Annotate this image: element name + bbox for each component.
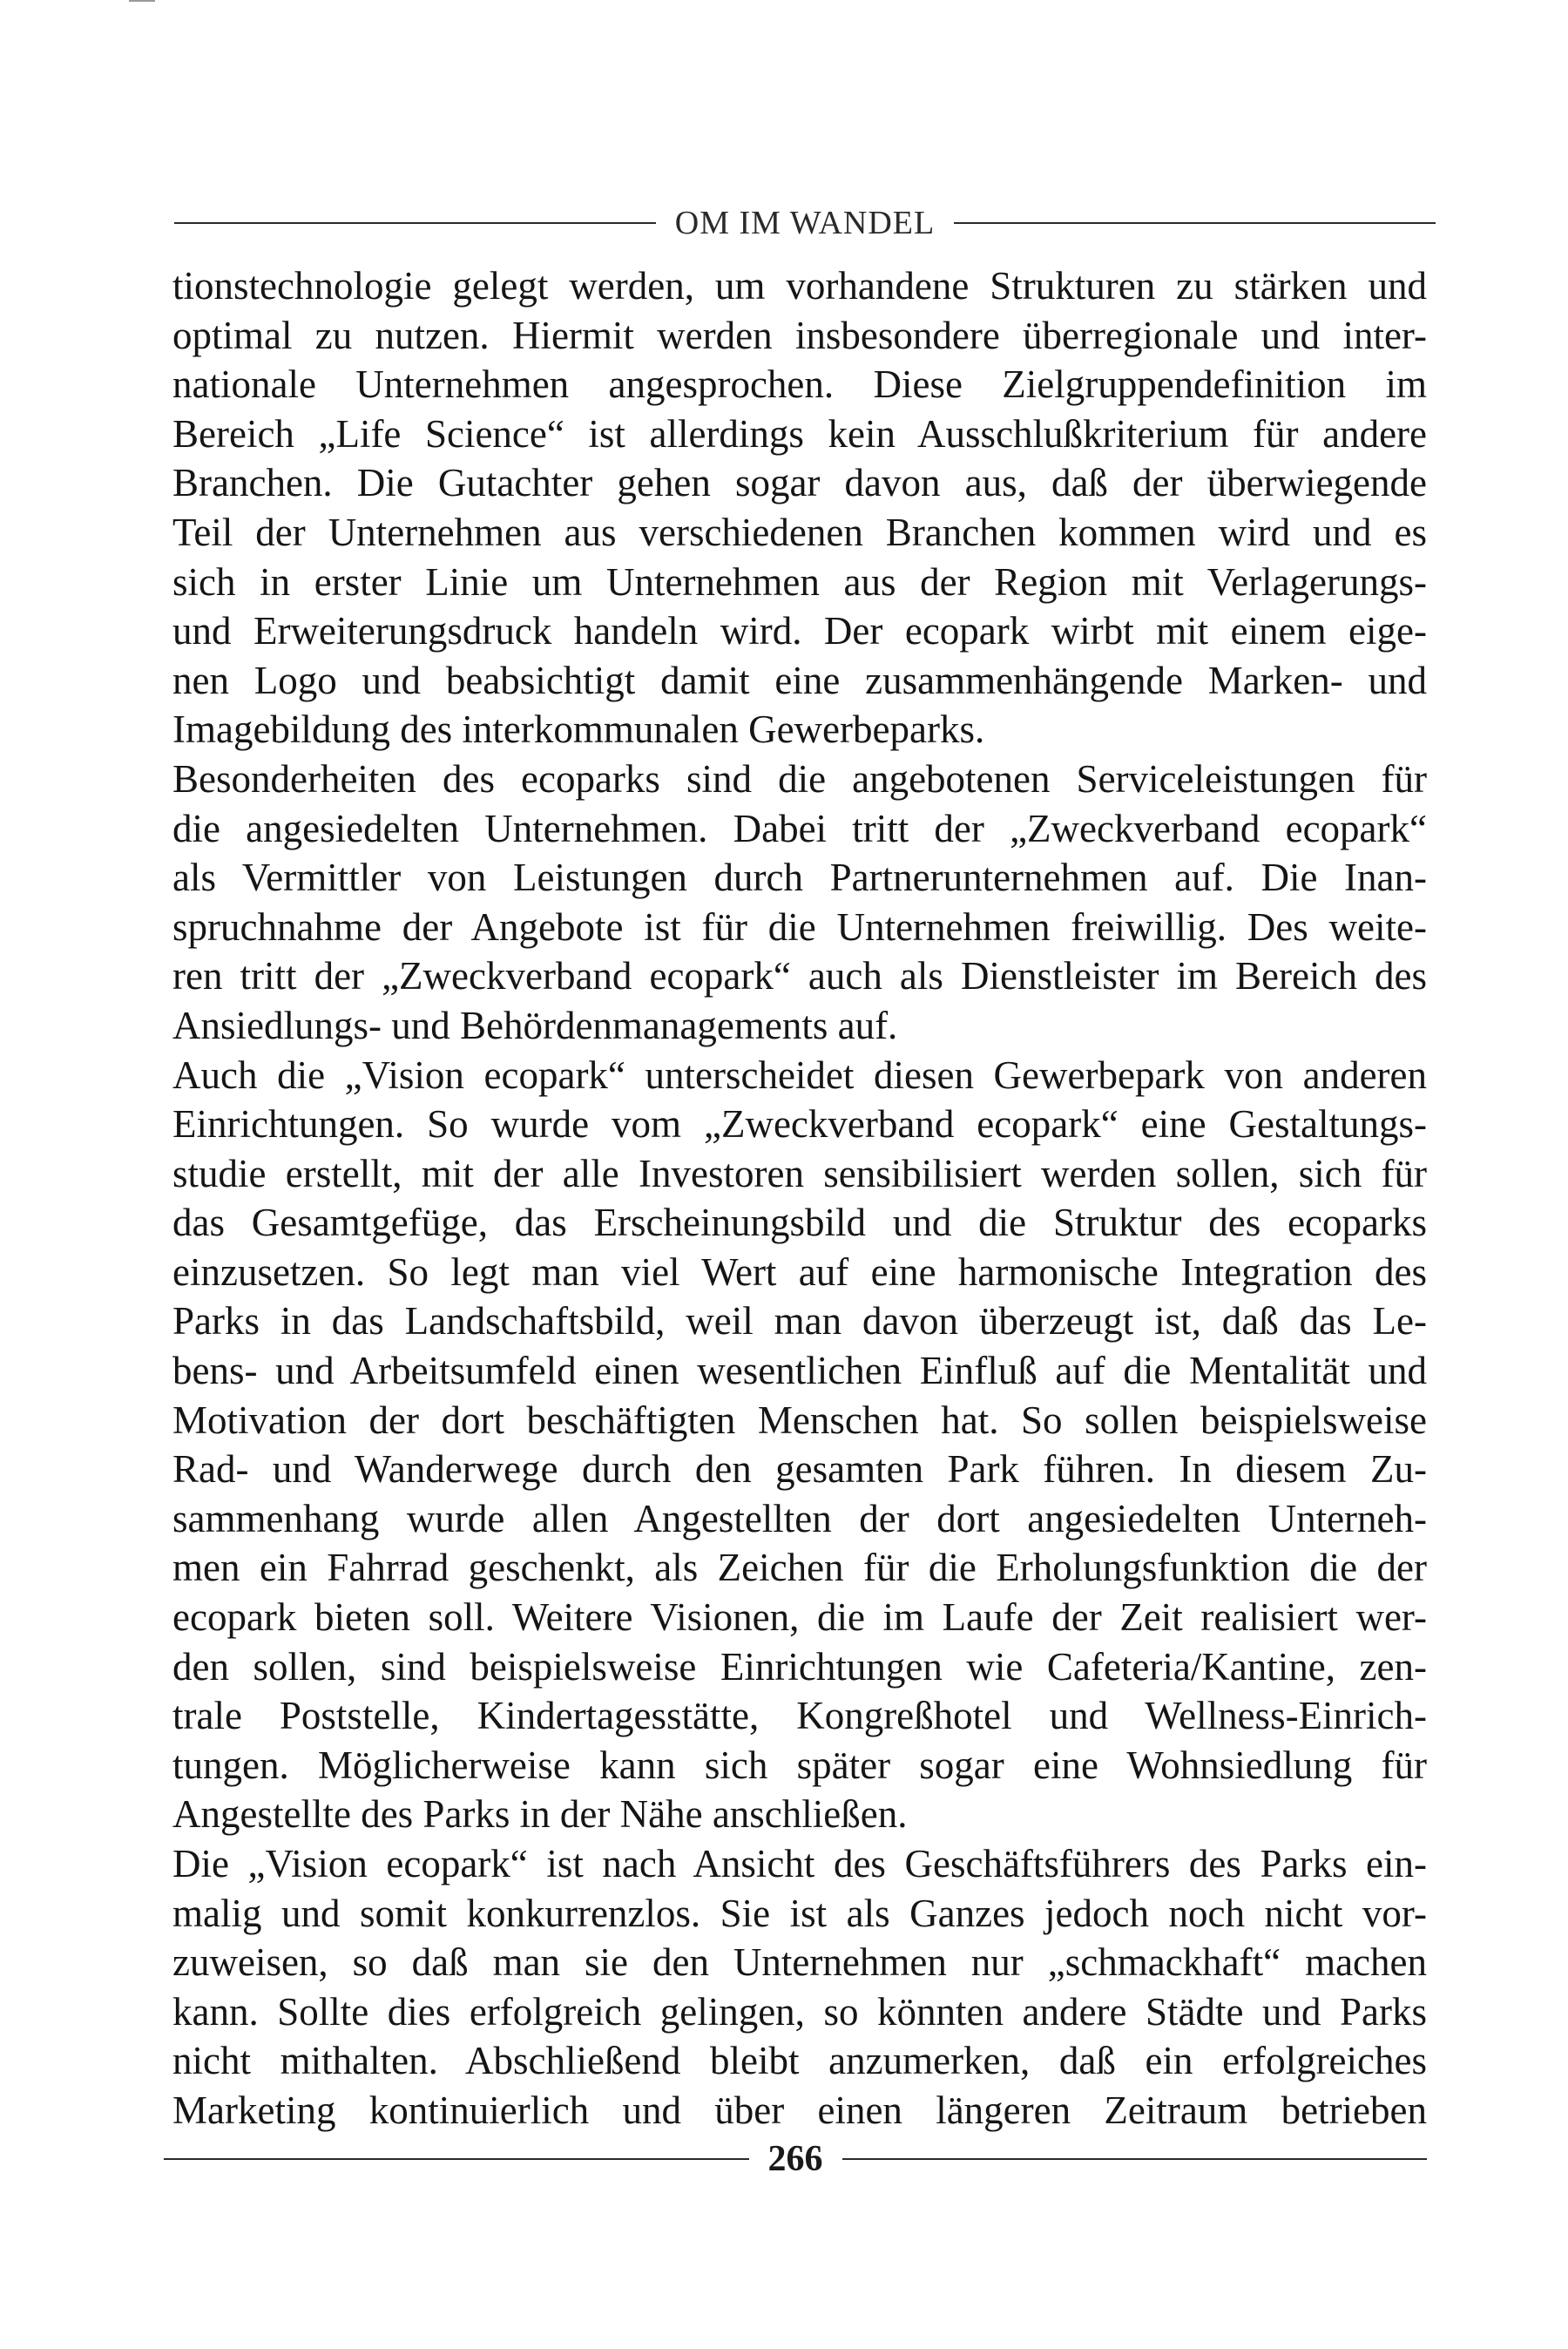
text-line: Besonderheiten des ecoparks sind die angebotenen Serviceleistungen für (172, 756, 1427, 801)
text-line: den sollen, sind beispielsweise Einrichtungen wie Cafeteria/Kantine, zen- (172, 1644, 1427, 1689)
text-line: trale Poststelle, Kindertagesstätte, Kongreßhotel und Wellness-Einrich- (172, 1694, 1427, 1738)
footer-rule-left (164, 2158, 749, 2160)
running-head (174, 199, 1436, 247)
text-line: bens- und Arbeitsumfeld einen wesentlichen Einfluß auf die Mentalität und (172, 1349, 1427, 1393)
scan-artifact-mark (129, 0, 155, 2)
text-line: studie erstellt, mit der alle Investoren sensibilisiert werden sollen, sich für (172, 1151, 1427, 1195)
text-line: einzusetzen. So legt man viel Wert auf eine harmonische Integration des (172, 1249, 1427, 1294)
text-line: spruchnahme der Angebote ist für die Unternehmen freiwillig. Des weite- (172, 904, 1427, 949)
text-line: ecopark bieten soll. Weitere Visionen, die im Laufe der Zeit realisiert wer- (172, 1595, 1427, 1640)
text-line: sich in erster Linie um Unternehmen aus der Region mit Verlagerungs- (172, 559, 1427, 604)
text-line: Teil der Unternehmen aus verschiedenen Branchen kommen wird und es (172, 510, 1427, 554)
text-line: als Vermittler von Leistungen durch Partnerunternehmen auf. Die Inan- (172, 856, 1427, 900)
paragraph (172, 1051, 1427, 1840)
paragraph (172, 261, 1427, 755)
footer-rule-right (842, 2158, 1428, 2160)
text-line: Die „Vision ecopark“ ist nach Ansicht des Geschäftsführers des Parks ein- (172, 1842, 1427, 1885)
text-line: nicht mithalten. Abschließend bleibt anzumerken, daß ein erfolgreiches (172, 2039, 1427, 2083)
text-line: Ansiedlungs- und Behördenmanagements auf. (172, 1003, 898, 1047)
running-head-rule-left (174, 222, 656, 224)
text-line: Rad- und Wanderwege durch den gesamten Park führen. In diesem Zu- (172, 1447, 1427, 1492)
body-text (172, 261, 1427, 2136)
text-line: nationale Unternehmen angesprochen. Diese Zielgruppendefinition im (172, 362, 1427, 407)
text-line: Einrichtungen. So wurde vom „Zweckverband ecopark“ eine Gestaltungs- (172, 1102, 1427, 1147)
text-line: Marketing kontinuierlich und über einen längeren Zeitraum betrieben (172, 2088, 1427, 2132)
running-head-title: OM IM WANDEL (674, 205, 936, 241)
text-line: tionstechnologie gelegt werden, um vorhandene Strukturen zu stärken und (172, 264, 1427, 308)
paragraph (172, 755, 1427, 1051)
text-line: tungen. Möglicherweise kann sich später sogar eine Wohnsiedlung für (172, 1743, 1427, 1787)
text-line: Imagebildung des interkommunalen Gewerbeparks. (172, 707, 985, 752)
text-line: Parks in das Landschaftsbild, weil man davon überzeugt ist, daß das Le- (172, 1299, 1427, 1344)
text-line: Branchen. Die Gutachter gehen sogar davon aus, daß der überwiegende (172, 461, 1427, 505)
text-line: Angestellte des Parks in der Nähe anschließen. (172, 1792, 908, 1837)
text-line: und Erweiterungsdruck handeln wird. Der ecopark wirbt mit einem eige- (172, 609, 1427, 653)
text-line: men ein Fahrrad geschenkt, als Zeichen für die Erholungsfunktion die der (172, 1546, 1427, 1590)
text-line: Auch die „Vision ecopark“ unterscheidet diesen Gewerbepark von anderen (172, 1053, 1427, 1097)
text-line: das Gesamtgefüge, das Erscheinungsbild und die Struktur des ecoparks (172, 1201, 1427, 1245)
page-footer (164, 2133, 1427, 2185)
text-line: die angesiedelten Unternehmen. Dabei tritt der „Zweckverband ecopark“ (172, 806, 1427, 850)
text-line: kann. Sollte dies erfolgreich gelingen, so könnten andere Städte und Parks (172, 1989, 1427, 2034)
running-head-rule-right (954, 222, 1436, 224)
page-number: 266 (767, 2139, 823, 2179)
text-line: ren tritt der „Zweckverband ecopark“ auch als Dienstleister im Bereich des (172, 954, 1427, 998)
text-line: sammenhang wurde allen Angestellten der dort angesiedelten Unterneh- (172, 1496, 1427, 1540)
text-line: Motivation der dort beschäftigten Menschen hat. So sollen beispielsweise (172, 1398, 1427, 1442)
text-line: malig und somit konkurrenzlos. Sie ist als Ganzes jedoch noch nicht vor- (172, 1891, 1427, 1935)
text-line: nen Logo und beabsichtigt damit eine zusammenhängende Marken- und (172, 658, 1427, 702)
text-line: zuweisen, so daß man sie den Unternehmen nur „schmackhaft“ machen (172, 1940, 1427, 1985)
text-line: Bereich „Life Science“ ist allerdings kein Ausschlußkriterium für andere (172, 411, 1427, 456)
text-line: optimal zu nutzen. Hiermit werden insbesondere überregionale und inter- (172, 313, 1427, 357)
paragraph (172, 1839, 1427, 2136)
